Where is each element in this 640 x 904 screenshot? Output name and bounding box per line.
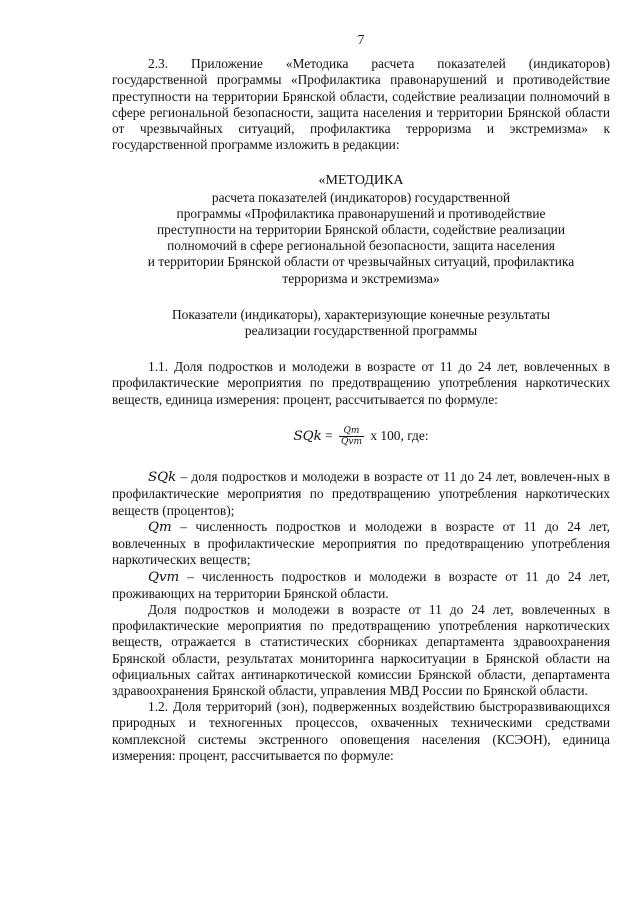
formula-fraction: [339, 426, 364, 447]
formula-multiplier: x 100, где:: [370, 427, 429, 443]
definition-symbol: SQk: [148, 470, 177, 486]
methodology-title-line: полномочий в сфере региональной безопасности, защита населения: [167, 238, 555, 254]
definition-symbol: Qvm: [148, 569, 180, 585]
formula-equals: =: [325, 427, 333, 443]
intro-paragraph: 2.3. Приложение «Методика расчета показателей (индикаторов) государственной программы «Профилактика правонарушений и противодействие преступности на территории Брянской области, содействие реализации полномочий в сфере региональной безопасности, защита населения и территории Брянской области от чрезвычайных ситуаций, профилактика терроризма и экстремизма» к государственной программе изложить в редакции:: [112, 56, 610, 153]
formula-denominator: Qvm: [341, 437, 363, 448]
methodology-heading: «МЕТОДИКА: [318, 173, 404, 189]
section-heading: [112, 307, 610, 339]
item-1-2-paragraph: 1.2. Доля территорий (зон), подверженных воздействию быстроразвивающихся природных и техногенных процессов, охваченных техническими средствами комплексной системы экстренного оповещения населения (КСЭОН), единица измерения: процент, рассчитывается по формуле:: [112, 699, 610, 763]
page-number: 7: [357, 32, 365, 47]
definition-text: – доля подростков и молодежи в возрасте от 11 до 24 лет, вовлечен-ных в профилактические мероприятия по предотвращению употребления наркотических веществ (процентов);: [112, 469, 610, 518]
methodology-title: [112, 173, 610, 286]
methodology-title-line: терроризма и экстремизма»: [282, 270, 440, 286]
section-heading-line: реализации государственной программы: [244, 323, 478, 339]
document-page: [112, 32, 610, 764]
definition-text: – численность подростков и молодежи в возрасте от 11 до 24 лет, проживающих на территории Брянской области.: [112, 568, 610, 601]
section-heading-line: Показатели (индикаторы), характеризующие конечные результаты: [171, 306, 551, 322]
methodology-title-line: и территории Брянской области от чрезвычайных ситуаций, профилактика: [147, 254, 575, 270]
definition-paragraph: [112, 519, 610, 569]
formula-lhs: SQk: [293, 428, 322, 444]
definition-paragraph: [112, 569, 610, 602]
definition-symbol: Qm: [148, 519, 172, 535]
definition-text: – численность подростков и молодежи в возрасте от 11 до 24 лет, вовлеченных в профилактические мероприятия по предотвращению употребления наркотических веществ;: [112, 518, 610, 568]
source-paragraph: Доля подростков и молодежи в возрасте от 11 до 24 лет, вовлеченных в профилактические мероприятия по предотвращению употребления наркотических веществ, отражается в статистических сборниках департамента здравоохранения Брянской области, результатах мониторинга наркоситуации в Брянской области на официальных сайтах антинаркотической комиссии Брянской области, департамента здравоохранения Брянской области, управления МВД России по Брянской области.: [112, 601, 610, 698]
methodology-title-line: преступности на территории Брянской области, содействие реализации: [156, 222, 565, 238]
formula-sqk: [112, 426, 610, 447]
methodology-title-line: программы «Профилактика правонарушений и противодействие: [176, 205, 546, 221]
item-1-1-paragraph: 1.1. Доля подростков и молодежи в возрасте от 11 до 24 лет, вовлеченных в профилактические мероприятия по предотвращению употребления наркотических веществ, единица измерения: процент, рассчитывается по формуле:: [112, 359, 610, 407]
methodology-title-line: расчета показателей (индикаторов) государственной: [211, 189, 511, 205]
definition-paragraph: [112, 469, 610, 519]
formula-numerator: Qm: [339, 426, 364, 437]
